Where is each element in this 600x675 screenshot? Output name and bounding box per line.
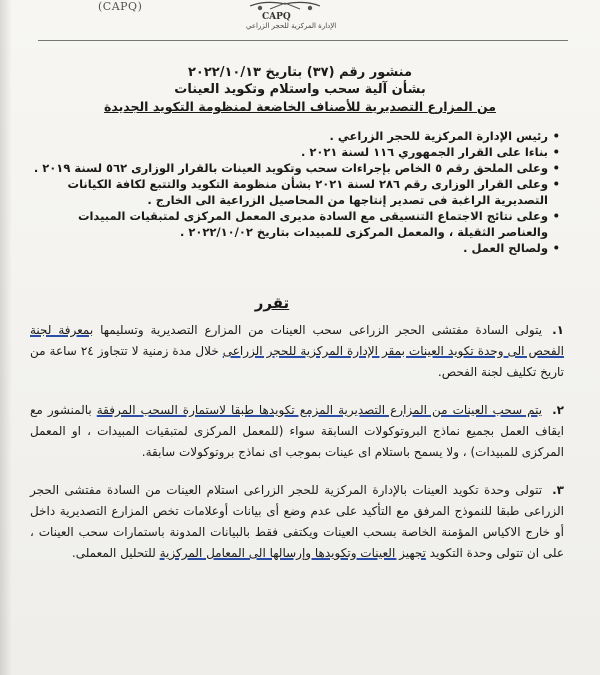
article-text: للتحليل المعملى. bbox=[71, 546, 160, 560]
article-number: ٣. bbox=[552, 483, 564, 497]
preamble-item: • رئيس الإدارة المركزية للحجر الزراعي . bbox=[32, 128, 562, 144]
article-1 bbox=[30, 320, 564, 383]
article-highlight: بمعرفة لجنة الفحص الى وحدة تكويد العينات بمقر الإدارة المركزية للحجر الزراعى bbox=[30, 323, 564, 358]
articles-section bbox=[30, 320, 564, 581]
preamble-item: • بناءا على القرار الجمهوري ١١٦ لسنة ٢٠٢١ . bbox=[32, 144, 562, 160]
article-highlight: تجهيز العينات وتكويدها وإرسالها الى المعامل المركزية bbox=[159, 546, 426, 560]
article-number: ١. bbox=[552, 323, 564, 337]
preamble-item: • وعلى نتائج الاجتماع التنسيقى مع السادة مديرى المعمل المركزى لمتبقيات المبيدات والعناصر الثقيلة ، والمعمل المركزى للمبيدات بتاريخ ٢٠٢٢/١٠/٠٢ . bbox=[32, 208, 562, 240]
circular-title bbox=[40, 64, 560, 115]
article-2 bbox=[30, 400, 564, 463]
header-divider bbox=[38, 40, 568, 41]
title-line-scope: من المزارع التصديرية للأصناف الخاضعة لمنظومة التكويد الجديدة bbox=[103, 99, 497, 114]
article-text: تتولى وحدة تكويد العينات بالإدارة المركزية للحجر الزراعى استلام العينات من السادة مفتشى الحجر الزراعى طبقا للنموذج المرفق مع التأكيد على عدم وضع أى بيانات أوعلامات تخص المزارع التصديرية داخل أو خارج الاكياس المؤمنة الخاصة بسحب العينات ويكتفى فقط بالبيانات المدونة باستمارات سحب العينات ، على ان تتولى وحدة التكويد bbox=[30, 483, 564, 560]
title-line-number: منشور رقم (٣٧) بتاريخ ٢٠٢٢/١٠/١٣ bbox=[187, 65, 413, 80]
article-text: يتولى السادة مفتشى الحجر الزراعى سحب العينات من المزارع التصديرية وتسليمها bbox=[93, 323, 543, 337]
decision-heading: تقرر bbox=[254, 294, 290, 312]
article-text: بالمنشور مع ايقاف العمل بجميع نماذج البروتوكولات السابقة سواء (للمعمل المركزى لمتبقيات المبيدات ، او المعمل المركزى للمبيدات) ، ولا يسمح باستلام اى عينات بموجب اى نماذج بروتوكولات سابقة. bbox=[30, 403, 564, 459]
article-highlight: يتم سحب العينات من المزارع التصديرية المزمع تكويدها طبقا لاستمارة السحب المرفقة bbox=[96, 403, 543, 417]
article-number: ٢. bbox=[552, 403, 564, 417]
article-3 bbox=[30, 480, 564, 564]
preamble-item: • وعلى الملحق رقم ٥ الخاص بإجراءات سحب وتكويد العينات بالقرار الوزارى ٥٦٢ لسنة ٢٠١٩ . bbox=[32, 160, 562, 176]
header-code: (CAPQ) bbox=[98, 0, 143, 13]
logo-label: CAPQ bbox=[262, 12, 291, 22]
preamble-item: • وعلى القرار الوزارى رقم ٢٨٦ لسنة ٢٠٢١ بشأن منظومة التكويد والتتبع لكافة الكيانات التصديرية الراغبة فى تصدير إنتاجها من المحاصيل الزراعية الى الخارج . bbox=[32, 176, 562, 208]
scan-shadow bbox=[0, 0, 12, 675]
article-text: خلال مدة زمنية لا تتجاوز ٢٤ ساعة من تاريخ تكليف لجنة الفحص. bbox=[30, 344, 564, 379]
logo-subtitle: الإدارة المركزية للحجر الزراعي bbox=[246, 22, 337, 30]
title-line-subject: بشأن آلية سحب واستلام وتكويد العينات bbox=[174, 82, 426, 97]
preamble-list bbox=[32, 128, 562, 256]
preamble-item: • ولصالح العمل . bbox=[32, 240, 562, 256]
